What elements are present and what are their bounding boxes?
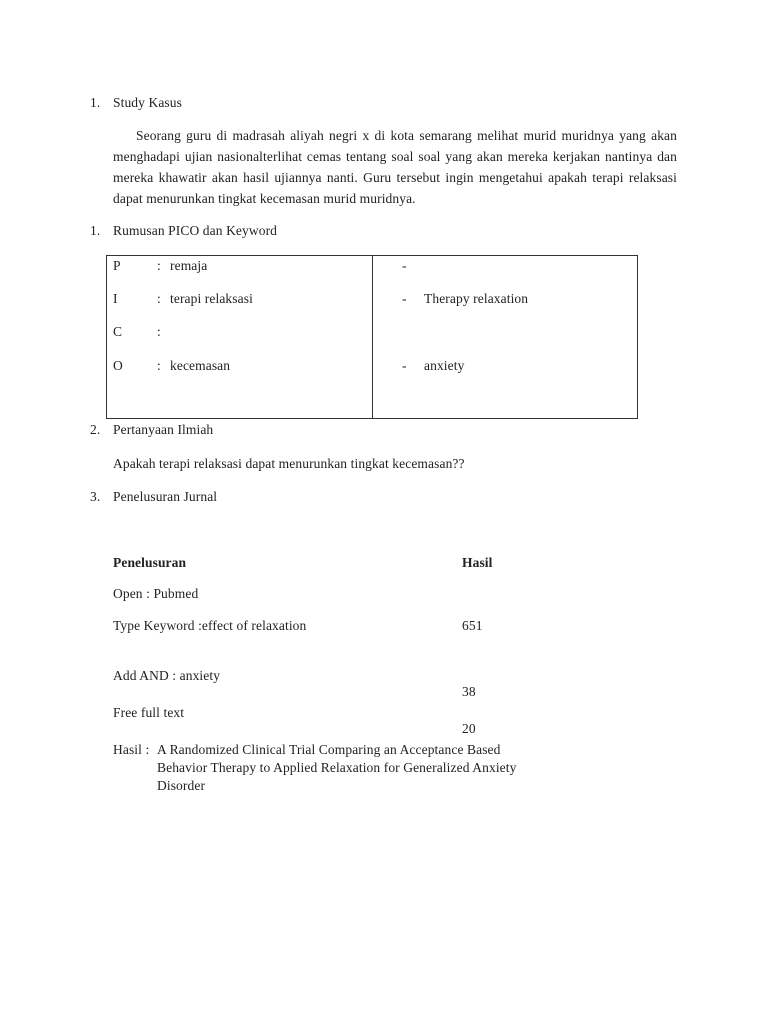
pico-colon: :	[157, 324, 161, 339]
pico-value-p: remaja	[170, 258, 208, 273]
pico-colon: :	[157, 258, 161, 273]
hasil-title-line3: Disorder	[157, 778, 206, 793]
pico-dash: -	[402, 291, 407, 306]
pico-keyword-o: anxiety	[424, 358, 465, 373]
section-number: 1.	[90, 95, 101, 110]
section-number: 2.	[90, 422, 101, 437]
case-paragraph: Seorang guru di madrasah aliyah negri x di kota semarang melihat murid muridnya yang akan menghadapi ujian nasionalterlihat cemas tentang soal soal yang akan mereka kerjakan nantinya dan mereka khawatir akan hasil ujiannya nanti. Guru tersebut ingin mengetahui apakah terapi relaksasi dapat menurunkan tingkat kecemasan murid muridnya.	[113, 128, 677, 206]
pico-dash: -	[402, 258, 407, 273]
pico-letter-o: O	[113, 358, 123, 373]
search-step-open: Open : Pubmed	[113, 586, 199, 601]
search-step-keyword: Type Keyword :effect of relaxation	[113, 618, 307, 633]
hasil-title-line1: A Randomized Clinical Trial Comparing an Acceptance Based	[157, 742, 501, 757]
pico-dash: -	[402, 358, 407, 373]
hasil-title-line2: Behavior Therapy to Applied Relaxation for Generalized Anxiety	[157, 760, 517, 775]
search-result-keyword: 651	[462, 618, 483, 633]
pico-letter-p: P	[113, 258, 121, 273]
section-title-pertanyaan-ilmiah: Pertanyaan Ilmiah	[113, 422, 214, 437]
section-title-penelusuran-jurnal: Penelusuran Jurnal	[113, 489, 218, 504]
research-question: Apakah terapi relaksasi dapat menurunkan tingkat kecemasan??	[113, 456, 465, 471]
search-header-penelusuran: Penelusuran	[113, 555, 187, 570]
pico-colon: :	[157, 358, 161, 373]
search-step-and: Add AND : anxiety	[113, 668, 221, 683]
section-title-rumusan-pico: Rumusan PICO dan Keyword	[113, 223, 278, 238]
pico-value-i: terapi relaksasi	[170, 291, 253, 306]
pico-letter-i: I	[113, 291, 118, 306]
pico-keyword-i: Therapy relaxation	[424, 291, 529, 306]
section-number: 3.	[90, 489, 101, 504]
search-result-and: 38	[462, 684, 476, 699]
search-step-fulltext: Free full text	[113, 705, 185, 720]
pico-value-o: kecemasan	[170, 358, 231, 373]
pico-colon: :	[157, 291, 161, 306]
search-result-fulltext: 20	[462, 721, 476, 736]
section-number: 1.	[90, 223, 101, 238]
pico-table-divider	[372, 255, 373, 419]
hasil-label: Hasil :	[113, 742, 150, 757]
search-header-hasil: Hasil	[462, 555, 493, 570]
pico-letter-c: C	[113, 324, 123, 339]
section-title-study-kasus: Study Kasus	[113, 95, 182, 110]
